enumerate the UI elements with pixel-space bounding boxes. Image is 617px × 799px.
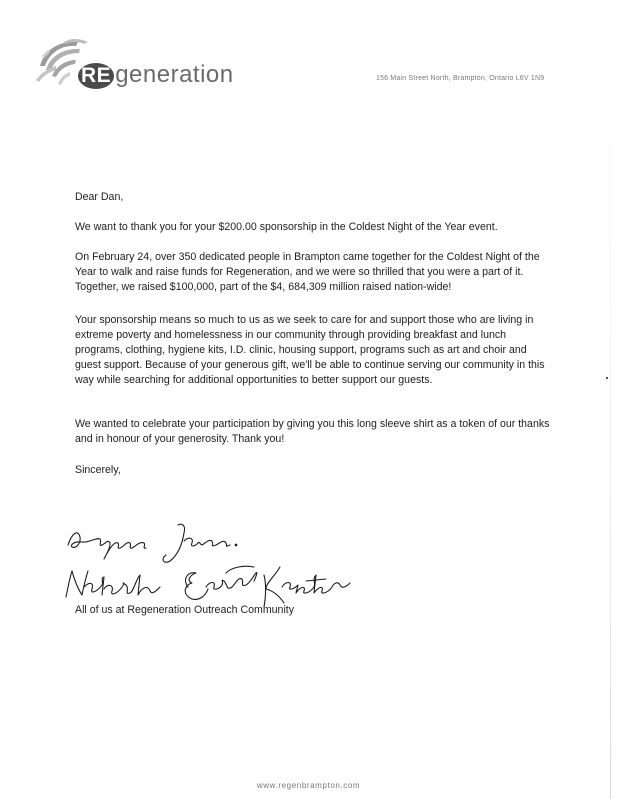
paragraph-impact: Your sponsorship means so much to us as we seek to care for and support those who are living in extreme poverty and homelessness in our community through providing breakfast and lunch programs, clothing, hygiene kits, I.D. clinic, housing support, programs such as art and choir and guest support. Because of your generous gift, we'll be able to continue serving our community in this way while searching for additional opportunities to better support our guests. [75,314,545,386]
paragraph-event-summary: On February 24, over 350 dedicated people in Brampton came together for the Coldest Night of the Year to walk and raise funds for Regeneration, and we were so thrilled that you were a part of it. Together, we raised $100,000, part of the $4, 684,309 million raised nation-wide! [75,251,540,293]
scan-edge-shadow [610,0,611,799]
letter-sign-off: All of us at Regeneration Outreach Community [75,604,295,616]
footer-website: www.regenbrampton.com [256,781,361,790]
paragraph-thanks: We want to thank you for your $200.00 sponsorship in the Coldest Night of the Year event. [75,221,498,233]
letter-body [75,190,555,478]
logo-re-monogram: RE [78,63,114,89]
signature-angela [68,533,146,559]
scan-speck [606,377,608,379]
logo-wordmark-text: generation [115,61,234,88]
salutation: Dear Dan, [75,191,124,203]
signature-natasha [66,571,160,597]
closing: Sincerely, [75,464,121,476]
organization-wordmark [78,61,234,89]
handwritten-signatures [60,515,360,610]
paragraph-gift: We wanted to celebrate your participation by giving you this long sleeve shirt as a token of our thanks and in honour of your generosity. Thank you! [75,418,550,445]
letterhead [34,36,594,96]
signature-jenn [163,524,237,562]
organization-address: 156 Main Street North, Brampton, Ontario L6V 1N9 [376,75,545,82]
signature-kristen [264,567,350,607]
signature-eleanor [185,566,257,599]
